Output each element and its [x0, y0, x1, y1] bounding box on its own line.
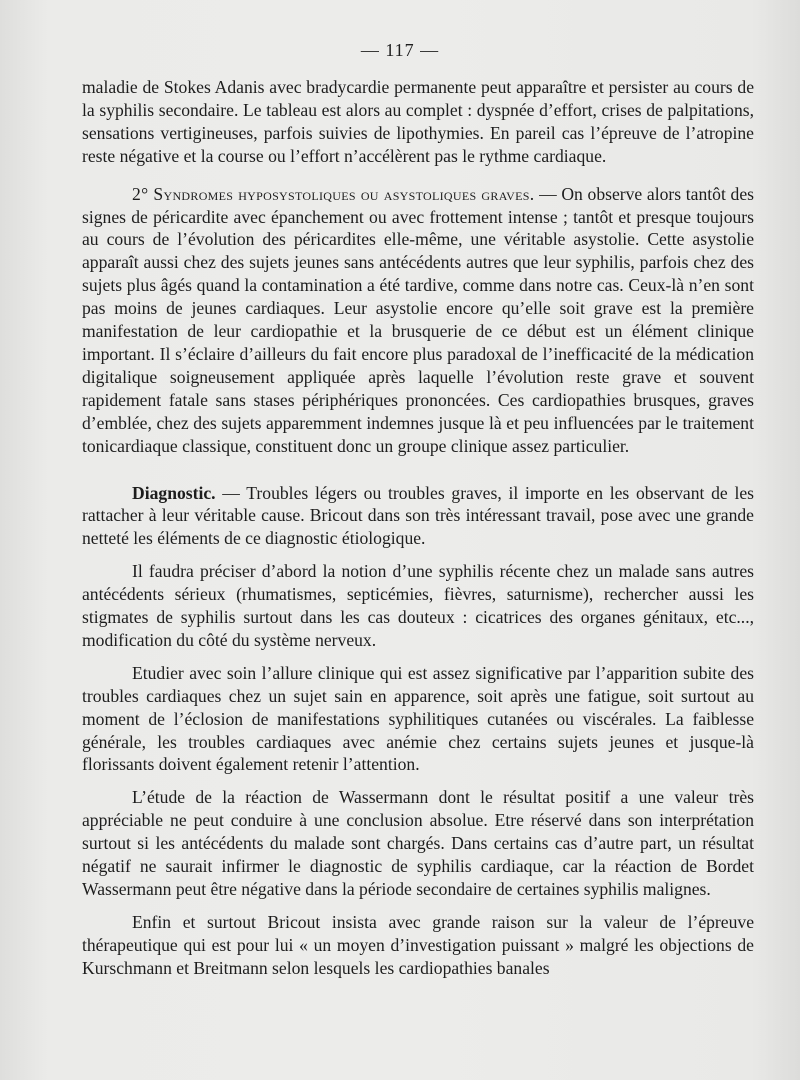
paragraph-epreuve: Enfin et surtout Bricout insista avec grande raison sur la valeur de l’épreuve thérapeutique qui est pour lui « un moyen d’investigation puissant » malgré les objections de Kurschmann et Breitmann selon lesquels les cardiopathies banales	[82, 911, 754, 978]
body-text	[82, 76, 754, 980]
paragraph-diagnostic-text: — Troubles légers ou troubles graves, il importe en les observant de les rattacher à leur véritable cause. Bricout dans son très intéressant travail, pose avec une grande netteté les éléments de ce diagnostic étiologique.	[82, 482, 754, 549]
section-heading-diagnostic: Diagnostic.	[132, 482, 216, 503]
paragraph-notion: Il faudra préciser d’abord la notion d’une syphilis récente chez un malade sans autres antécédents sérieux (rhumatismes, septicémies, fièvres, saturnisme), rechercher aussi les stigmates de syphilis surtout dans les cas douteux : cicatrices des organes génitaux, etc..., modification du côté du système nerveux.	[82, 561, 754, 650]
paragraph-wassermann: L’étude de la réaction de Wassermann dont le résultat positif a une valeur très appréciable ne peut conduire à une conclusion absolue. Etre réservé dans son interprétation surtout si les antécédents du malade sont chargés. Dans certains cas d’autre part, un résultat négatif ne saurait infirmer le diagnostic de syphilis cardiaque, car la réaction de Bordet Wassermann peut être négative dans la période secondaire de certaines syphilis malignes.	[82, 787, 754, 899]
paragraph-allure: Etudier avec soin l’allure clinique qui est assez significative par l’apparition subite des troubles cardiaques chez un sujet sain en apparence, soit après une fatigue, soit surtout au moment de l’éclosion de manifestations syphilitiques cutanées ou viscérales. La faiblesse générale, les troubles cardiaques avec anémie chez certains sujets jeunes et jusque-là florissants doivent également retenir l’attention.	[82, 662, 754, 775]
paragraph-syndromes-text: — On observe alors tantôt des signes de péricardite avec épanchement ou avec frottement intense ; tantôt et presque toujours au cours de l’évolution des péricardites elle-même, une véritable asystolie. Cette asystolie apparaît aussi chez des sujets jeunes sans antécédents autres que leur syphilis, parfois chez des sujets plus âgés quand la contamination a été tardive, comme dans notre cas. Ceux-là n’en sont pas moins de jeunes cardiaques. Leur asystolie encore qu’elle soit grave est la première manifestation de leur cardiopathie et la brusquerie de ce début est un élément clinique important. Il s’éclaire d’ailleurs du fait encore plus paradoxal de l’inefficacité de la médication digitalique soigneusement appliquée après laquelle l’évolution reste grave et souvent rapidement fatale sans stases périphériques prononcées. Ces cardiopathies brusques, graves d’emblée, chez des sujets apparemment indemnes jusque là et peu influencées par le traitement tonicardiaque classique, constituent donc un groupe clinique assez particulier.	[82, 183, 754, 456]
paragraph-diagnostic	[82, 482, 754, 551]
paragraph-stokes: maladie de Stokes Adanis avec bradycardie permanente peut apparaître et persister au cours de la syphilis secondaire. Le tableau est alors au complet : dyspnée d’effort, crises de palpitations, sensations vertigineuses, parfois suivies de lipothymies. En pareil cas l’épreuve de l’atropine reste négative et la course ou l’effort n’accélèrent pas le rythme cardiaque.	[82, 77, 754, 166]
paragraph-syndromes	[82, 183, 754, 458]
page-number: — 117 —	[360, 40, 440, 60]
section-heading-syndromes: 2° Syndromes hyposystoliques ou asystoliques graves.	[132, 183, 535, 204]
